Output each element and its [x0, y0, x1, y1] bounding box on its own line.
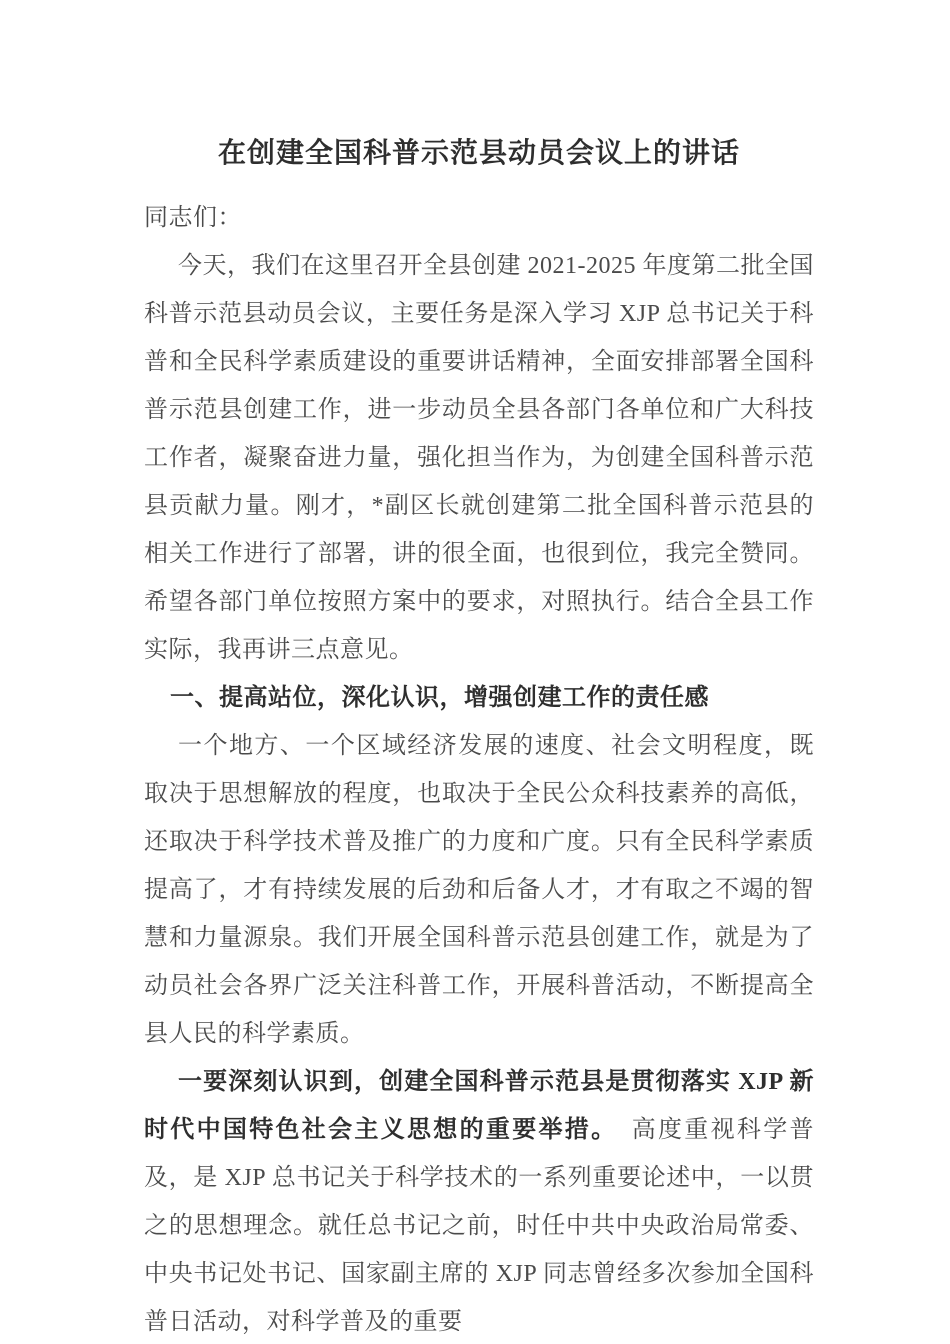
section-heading [144, 674, 814, 722]
text-run: 一个地方、一个区域经济发展的速度、社会文明程度，既取决于思想解放的程度，也取决于全民公众科技素养的高低，还取决于科学技术普及推广的力度和广度。只有全民科学素质提高了，才有持续发展的后劲和后备人才，才有取之不竭的智慧和力量源泉。我们开展全国科普示范县创建工作，就是为了动员社会各界广泛关注科普工作，开展科普活动，不断提高全县人民的科学素质。 [144, 733, 814, 1047]
paragraph [144, 722, 814, 1058]
paragraph [144, 242, 814, 674]
bold-text-run: 一、提高站位，深化认识，增强创建工作的责任感 [170, 685, 709, 711]
document-body [144, 194, 814, 1344]
text-run: 今天，我们在这里召开全县创建 2021-2025 年度第二批全国科普示范县动员会议，主要任务是深入学习 XJP 总书记关于科普和全民科学素质建设的重要讲话精神，全面安排部署全国科普示范县创建工作，进一步动员全县各部门各单位和广大科技工作者，凝聚奋进力量，强化担当作为，为创建全国科普示范县贡献力量。刚才，*副区长就创建第二批全国科普示范县的相关工作进行了部署，讲的很全面，也很到位，我完全赞同。希望各部门单位按照方案中的要求，对照执行。结合全县工作实际，我再讲三点意见。 [144, 253, 814, 663]
text-run: 同志们： [144, 205, 242, 231]
text-run: 高度重视科学普及，是 XJP 总书记关于科学技术的一系列重要论述中，一以贯之的思想理念。就任总书记之前，时任中共中央政治局常委、中央书记处书记、国家副主席的 XJP 同志曾经多次参加全国科普日活动，对科学普及的重要 [144, 1117, 815, 1335]
document-title: 在创建全国科普示范县动员会议上的讲话 [217, 138, 740, 169]
bold-text-run: 一要深刻认识到，创建全国科普示范县是贯彻落实 XJP 新时代中国特色社会主义思想的重要举措。 [144, 1069, 814, 1143]
salutation [144, 194, 814, 242]
paragraph [144, 1058, 814, 1344]
